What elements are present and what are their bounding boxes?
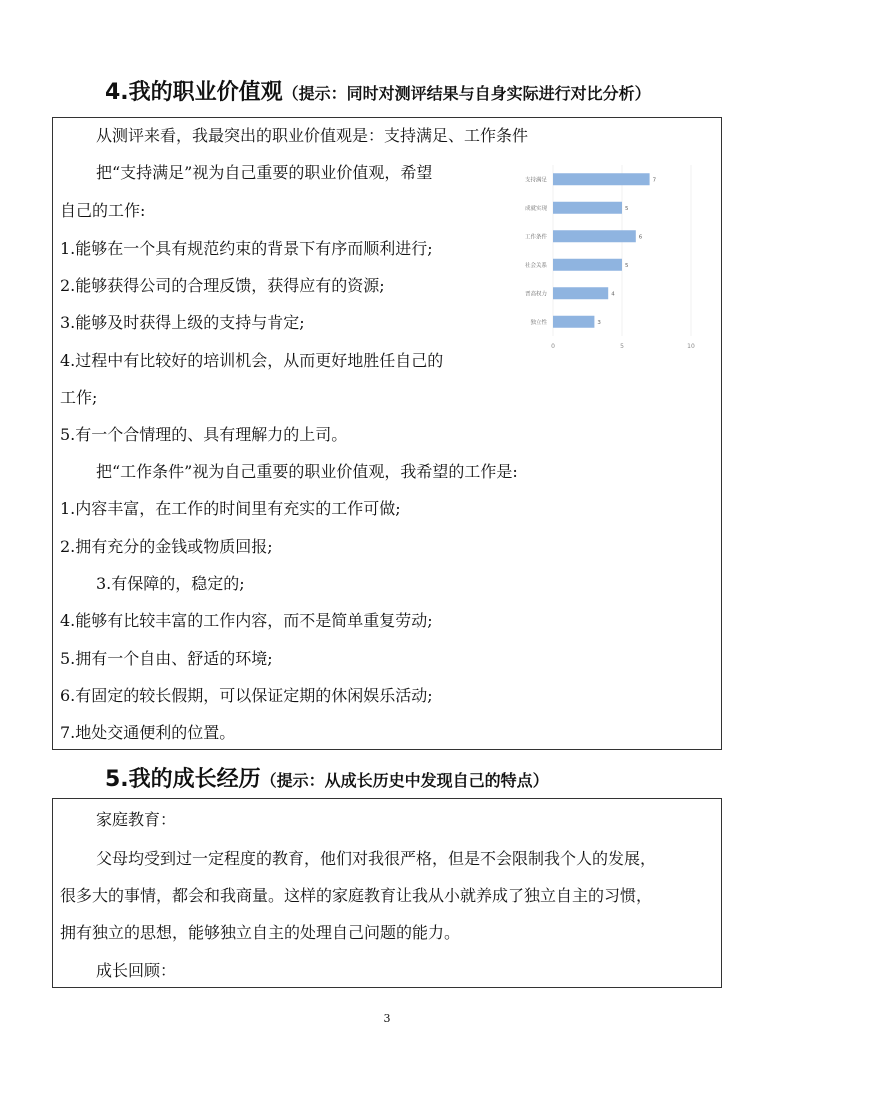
text-line: 4.能够有比较丰富的工作内容，而不是简单重复劳动;: [60, 611, 433, 630]
section-4-hint: （提示：同时对测评结果与自身实际进行对比分析）: [282, 84, 651, 103]
chart-category-label: 社会关系: [524, 262, 547, 269]
chart-category-label: 独立性: [530, 319, 547, 326]
section-5-heading: [105, 762, 879, 793]
chart-data-label: 5: [625, 205, 629, 212]
chart-data-label: 7: [652, 177, 657, 184]
text-line: 5.拥有一个自由、舒适的环境;: [60, 649, 273, 668]
section-5-hint: （提示：从成长历史中发现自己的特点）: [260, 771, 549, 790]
section-5-title: 5.我的成长经历: [105, 767, 261, 792]
text-line: 4.过程中有比较好的培训机会，从而更好地胜任自己的: [60, 351, 444, 370]
chart-x-tick-label: 5: [620, 343, 624, 350]
chart-bar: [553, 316, 594, 328]
chart-bar: [553, 287, 608, 299]
chart-bar: [553, 230, 636, 242]
text-line: 1.能够在一个具有规范约束的背景下有序而顺利进行;: [60, 239, 433, 258]
section-4-title: 4.我的职业价值观: [105, 80, 283, 105]
text-line: 7.地处交通便利的位置。: [60, 723, 236, 742]
section-4-heading: [105, 75, 879, 106]
chart-x-tick-label: 0: [551, 343, 555, 350]
text-line: 3.能够及时获得上级的支持与肯定;: [60, 313, 305, 332]
text-line: 从测评来看，我最突出的职业价值观是：支持满足、工作条件: [96, 126, 529, 145]
chart-bar: [553, 173, 650, 185]
chart-data-label: 6: [638, 234, 643, 241]
text-line: 父母均受到过一定程度的教育，他们对我很严格，但是不会限制我个人的发展，: [96, 849, 657, 868]
text-line: 1.内容丰富，在工作的时间里有充实的工作可做;: [60, 499, 401, 518]
chart-category-label: 成就实现: [524, 205, 547, 212]
chart-x-tick-label: 10: [687, 343, 695, 350]
text-line: 工作;: [60, 388, 98, 407]
chart-bar: [553, 202, 622, 214]
text-line: 家庭教育：: [96, 810, 177, 829]
chart-bar: [553, 259, 622, 271]
chart-category-label: 工作条件: [524, 234, 547, 241]
text-line: 把“支持满足”视为自己重要的职业价值观，希望: [96, 163, 433, 182]
values-bar-chart: [496, 160, 696, 350]
chart-category-label: 晋高权力: [524, 291, 547, 298]
chart-data-label: 5: [625, 262, 629, 269]
chart-data-label: 4: [611, 291, 615, 298]
text-line: 5.有一个合情理的、具有理解力的上司。: [60, 425, 348, 444]
text-line: 2.拥有充分的金钱或物质回报;: [60, 537, 273, 556]
text-line: 2.能够获得公司的合理反馈，获得应有的资源;: [60, 276, 385, 295]
chart-category-label: 支持满足: [524, 177, 547, 184]
text-line: 把“工作条件”视为自己重要的职业价值观，我希望的工作是:: [96, 462, 518, 481]
page-number: 3: [383, 1012, 391, 1025]
text-line: 3.有保障的，稳定的;: [96, 574, 245, 593]
text-line: 拥有独立的思想，能够独立自主的处理自己问题的能力。: [60, 923, 461, 942]
text-line: 自己的工作:: [60, 201, 146, 220]
text-line: 6.有固定的较长假期，可以保证定期的休闲娱乐活动;: [60, 686, 433, 705]
text-line: 很多大的事情，都会和我商量。这样的家庭教育让我从小就养成了独立自主的习惯，: [60, 886, 653, 905]
chart-data-label: 3: [597, 319, 601, 326]
text-line: 成长回顾：: [96, 961, 177, 980]
